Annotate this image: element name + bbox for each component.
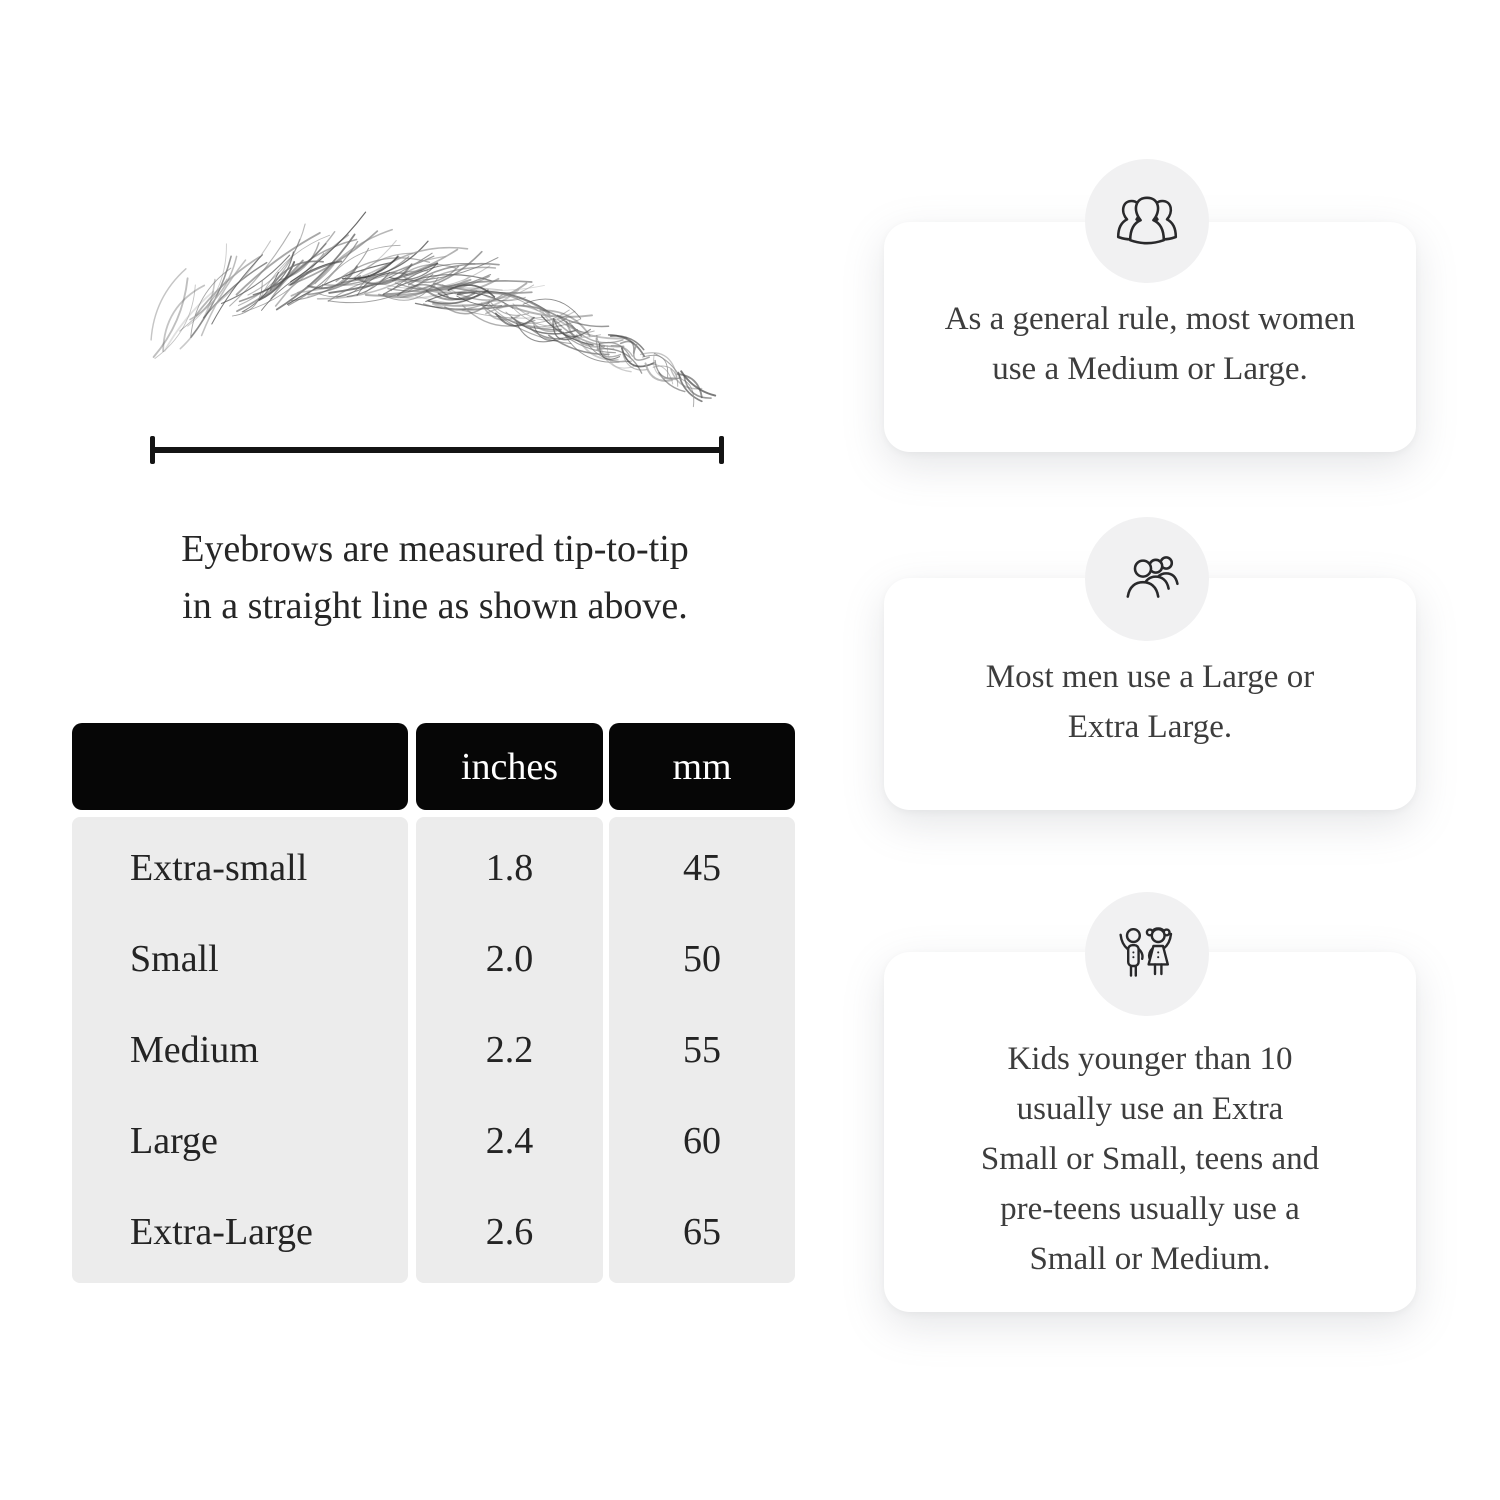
table-column-inches bbox=[416, 817, 603, 1283]
table-header-size bbox=[72, 723, 408, 810]
inches-value: 1.8 bbox=[485, 847, 534, 890]
card-text-line: use a Medium or Large. bbox=[992, 351, 1308, 387]
size-label: Small bbox=[130, 938, 219, 981]
size-label: Extra-Large bbox=[130, 1210, 313, 1253]
eyebrow-illustration bbox=[110, 208, 720, 440]
men-group-icon bbox=[1085, 517, 1209, 641]
mm-value: 50 bbox=[683, 938, 721, 981]
mm-value: 60 bbox=[683, 1119, 721, 1162]
mm-value: 45 bbox=[683, 847, 721, 890]
caption-line: in a straight line as shown above. bbox=[182, 585, 688, 627]
measurement-bar bbox=[152, 447, 722, 453]
mm-value: 65 bbox=[683, 1210, 721, 1253]
measurement-line bbox=[150, 436, 724, 464]
card-text-line: Extra Large. bbox=[1067, 709, 1233, 745]
card-text-line: Kids younger than 10 bbox=[1007, 1041, 1293, 1077]
inches-value: 2.0 bbox=[485, 938, 534, 981]
header-label: mm bbox=[672, 745, 732, 788]
card-text-line: Small or Medium. bbox=[1029, 1241, 1271, 1277]
kids-icon bbox=[1085, 892, 1209, 1016]
card-text-line: Most men use a Large or bbox=[985, 659, 1315, 695]
inches-value: 2.2 bbox=[485, 1028, 534, 1071]
size-label: Medium bbox=[130, 1028, 259, 1071]
inches-value: 2.6 bbox=[485, 1210, 534, 1253]
card-text-line: usually use an Extra bbox=[1016, 1091, 1284, 1127]
table-column-mm bbox=[609, 817, 795, 1283]
measurement-endcap-right bbox=[719, 436, 724, 464]
inches-value: 2.4 bbox=[485, 1119, 534, 1162]
table-header-inches bbox=[416, 723, 603, 810]
size-label: Large bbox=[130, 1119, 218, 1162]
card-text-line: Small or Small, teens and bbox=[980, 1141, 1320, 1177]
women-group-icon bbox=[1085, 159, 1209, 283]
mm-value: 55 bbox=[683, 1028, 721, 1071]
card-text-line: As a general rule, most women bbox=[944, 301, 1356, 337]
size-label: Extra-small bbox=[130, 847, 308, 890]
measurement-caption bbox=[88, 521, 782, 635]
card-text-line: pre-teens usually use a bbox=[1000, 1191, 1300, 1227]
table-header-mm bbox=[609, 723, 795, 810]
caption-line: Eyebrows are measured tip-to-tip bbox=[181, 528, 689, 570]
header-label: inches bbox=[460, 745, 559, 788]
table-column-size bbox=[72, 817, 408, 1283]
